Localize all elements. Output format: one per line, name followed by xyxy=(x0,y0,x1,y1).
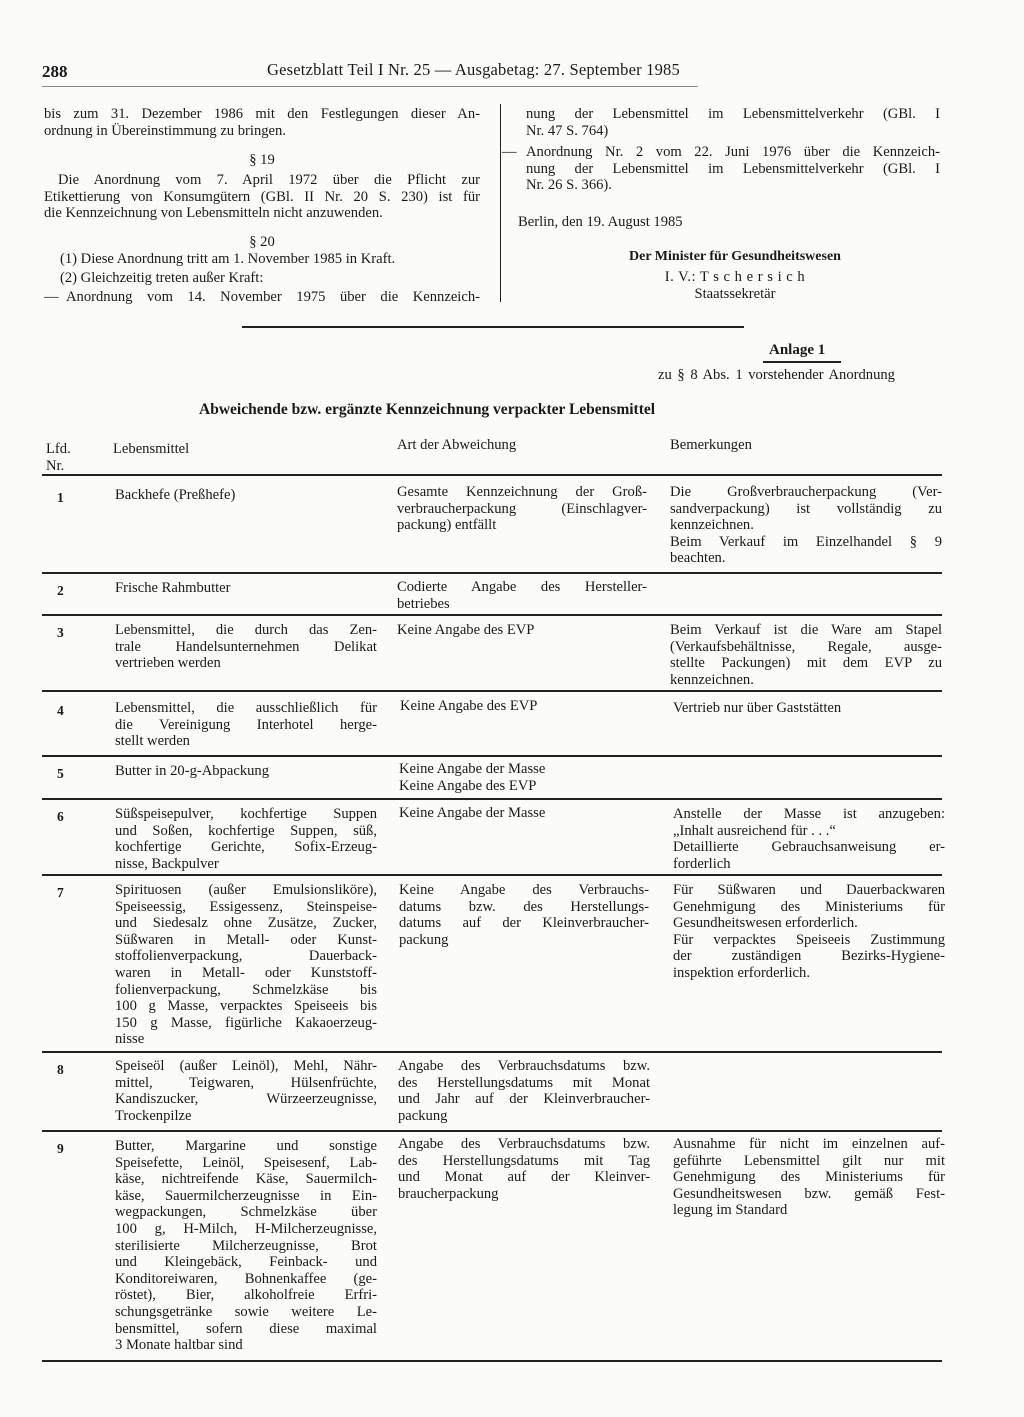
remarks-cell xyxy=(673,882,945,982)
repeal-item-2 xyxy=(502,144,940,196)
deviation-cell xyxy=(397,484,647,534)
food-line: nisse xyxy=(115,1031,145,1048)
food-line: sterilisierte Milcherzeugnisse, Brot xyxy=(115,1237,377,1254)
deviation-line: packung xyxy=(399,931,449,948)
repeal-item-1-line: Anordnung vom 14. November 1975 über die Kennzeich- xyxy=(66,289,480,305)
food-line: Butter in 20-g-Abpackung xyxy=(115,763,270,779)
food-line: und Kleingebäck, Feinback- und xyxy=(115,1254,377,1271)
column-header-nr-line: Nr. xyxy=(46,457,65,474)
food-line: Spirituosen (außer Emulsionsliköre), xyxy=(115,882,377,898)
repeal-item-2-line: Nr. 26 S. 366). xyxy=(526,177,612,194)
annex-title: Anlage 1 xyxy=(769,342,826,358)
deviation-cell xyxy=(399,805,649,822)
food-line: Lebensmittel, die durch das Zen- xyxy=(115,622,377,638)
food-line: stellt werden xyxy=(115,733,190,750)
food-line: wegpackungen, Schmelzkäse über xyxy=(115,1204,377,1221)
column-header-food: Lebensmittel xyxy=(113,441,190,457)
left-column xyxy=(44,106,480,139)
food-line: stoffolienverpackung, Dauerback- xyxy=(115,948,377,965)
deviation-line: Gesamte Kennzeichnung der Groß- xyxy=(397,484,647,500)
remarks-line: inspektion erforderlich. xyxy=(673,964,810,981)
remarks-line: Für verpacktes Speiseeis Zustimmung xyxy=(673,931,945,948)
food-line: mittel, Teigwaren, Hülsenfrüchte, xyxy=(115,1074,377,1091)
remarks-line: Genehmigung des Ministeriums für xyxy=(673,898,945,915)
row-separator xyxy=(42,874,942,876)
remarks-line: sandverpackung) ist vollständig zu xyxy=(670,500,942,517)
repeal-item-1-line: nung der Lebensmittel im Lebensmittelverkehr (GBl. I xyxy=(526,106,940,122)
deviation-line: datums auf der Kleinverbraucher- xyxy=(399,915,649,932)
deputy-signature: I. V.: T s c h e r s i c h xyxy=(664,269,806,285)
row-separator xyxy=(42,1051,942,1053)
remarks-line: Gesundheitswesen erforderlich. xyxy=(673,915,858,932)
deviation-line: packung xyxy=(398,1107,448,1124)
row-separator xyxy=(42,798,942,800)
food-line: Süßwaren in Metall- oder Kunst- xyxy=(115,931,377,948)
deviation-line: Keine Angabe des EVP xyxy=(400,698,538,714)
remarks-line: Beim Verkauf im Einzelhandel § 9 xyxy=(670,533,942,550)
row-number: 2 xyxy=(57,583,64,598)
row-separator xyxy=(42,755,942,757)
deviation-line: Keine Angabe der Masse xyxy=(399,761,546,777)
food-line: waren in Metall- oder Kunststoff- xyxy=(115,964,377,981)
food-line: nisse, Backpulver xyxy=(115,855,219,872)
food-cell xyxy=(115,1138,377,1354)
place-and-date: Berlin, den 19. August 1985 xyxy=(518,214,683,230)
annex-title-underline xyxy=(763,361,841,363)
section-19-text xyxy=(44,172,480,222)
dash-marker: — xyxy=(502,144,517,160)
remarks-cell xyxy=(673,700,945,717)
s19-line: die Kennzeichnung von Lebensmitteln nicht anzuwenden. xyxy=(44,205,383,222)
food-line: 100 g Masse, verpacktes Speiseeis bis xyxy=(115,998,377,1015)
food-line: Konditoreiwaren, Bohnenkaffee (ge- xyxy=(115,1270,377,1287)
food-line: käse, nichtreifende Käse, Sauermilch- xyxy=(115,1171,377,1188)
row-number: 4 xyxy=(57,703,64,718)
row-number: 9 xyxy=(57,1141,64,1156)
s19-line: Die Anordnung vom 7. April 1972 über die Pflicht zur xyxy=(58,172,480,188)
food-line: 150 g Masse, figürliche Kakaoerzeug- xyxy=(115,1014,377,1031)
food-line: vertrieben werden xyxy=(115,655,221,672)
food-line: die Vereinigung Interhotel herge- xyxy=(115,716,377,733)
food-line: Speisefette, Leinöl, Speisesenf, Lab- xyxy=(115,1154,377,1171)
food-line: röstet), Bier, alkoholfreie Erfri- xyxy=(115,1287,377,1304)
deviation-line: und Jahr auf der Kleinverbraucher- xyxy=(398,1091,650,1108)
deviation-line: betriebes xyxy=(397,595,450,612)
remarks-line: der zuständigen Bezirks-Hygiene- xyxy=(673,948,945,965)
deviation-line: verbraucherpackung (Einschlagver- xyxy=(397,500,647,517)
food-cell xyxy=(115,806,377,872)
deviation-line: Codierte Angabe des Hersteller- xyxy=(397,579,647,595)
section-divider xyxy=(242,326,744,328)
deviation-line: Angabe des Verbrauchsdatums bzw. xyxy=(398,1058,650,1074)
remarks-line: (Verkaufsbehältnisse, Regale, ausge- xyxy=(670,638,942,655)
intro-line: ordnung in Übereinstimmung zu bringen. xyxy=(44,122,286,139)
food-line: Kandiszucker, Würzeerzeugnisse, xyxy=(115,1091,377,1108)
remarks-line: Gesundheitswesen bzw. gemäß Fest- xyxy=(673,1185,945,1202)
food-cell xyxy=(115,700,377,750)
remarks-cell xyxy=(673,806,945,872)
food-line: trale Handelsunternehmen Delikat xyxy=(115,638,377,655)
header-rule xyxy=(42,86,698,87)
repeal-item-2-line: Anordnung Nr. 2 vom 22. Juni 1976 über die Kennzeich- xyxy=(526,144,940,160)
row-number: 1 xyxy=(57,490,64,505)
food-cell xyxy=(115,763,377,780)
deviation-line: Angabe des Verbrauchsdatums bzw. xyxy=(398,1136,650,1152)
deviation-cell xyxy=(397,579,647,612)
remarks-cell xyxy=(670,484,942,567)
deviation-cell xyxy=(400,698,650,715)
s19-line: Etikettierung von Konsumgütern (GBl. II Nr. 20 S. 230) ist für xyxy=(44,188,480,205)
table-header-rule xyxy=(42,474,942,476)
row-number: 5 xyxy=(57,766,64,781)
row-number: 7 xyxy=(57,885,64,900)
column-header-nr-line: Lfd. xyxy=(46,441,71,457)
remarks-line: beachten. xyxy=(670,550,726,567)
column-header-deviation: Art der Abweichung xyxy=(397,437,517,453)
food-cell xyxy=(115,1058,377,1124)
food-line: Trockenpilze xyxy=(115,1107,192,1124)
row-number: 3 xyxy=(57,625,64,640)
food-line: 100 g, H-Milch, H-Milcherzeugnisse, xyxy=(115,1220,377,1237)
remarks-line: „Inhalt ausreichend für . . .“ xyxy=(673,822,836,839)
deputy-title: Staatssekretär xyxy=(694,286,776,302)
column-separator xyxy=(500,104,501,302)
remarks-cell xyxy=(670,622,942,688)
deviation-line: des Herstellungsdatums mit Monat xyxy=(398,1074,650,1091)
food-cell xyxy=(115,882,377,1048)
food-line: Butter, Margarine und sonstige xyxy=(115,1138,377,1154)
deviation-line: packung) entfällt xyxy=(397,517,497,534)
deviation-cell xyxy=(399,882,649,948)
row-number: 6 xyxy=(57,809,64,824)
remarks-line: forderlich xyxy=(673,855,731,872)
food-line: und Siedesalz ohne Zusätze, Zucker, xyxy=(115,915,377,932)
row-separator xyxy=(42,690,942,692)
remarks-line: geführte Lebensmittel gilt nur mit xyxy=(673,1152,945,1169)
column-header-remarks: Bemerkungen xyxy=(670,437,752,453)
column-header-nr xyxy=(46,441,71,474)
row-separator xyxy=(42,614,942,616)
deviation-line: Keine Angabe des EVP xyxy=(397,622,535,638)
food-line: bensmittel, sofern diese maximal xyxy=(115,1320,377,1337)
section-19-heading: § 19 xyxy=(249,152,275,168)
remarks-cell xyxy=(673,1136,945,1219)
food-line: Speiseessig, Essigessenz, Steinspeise- xyxy=(115,898,377,915)
intro-line: bis zum 31. Dezember 1986 mit den Festlegungen dieser An- xyxy=(44,106,480,122)
repeal-item-1-line: Nr. 47 S. 764) xyxy=(526,122,609,139)
remarks-line: stellte Packungen) mit dem EVP zu xyxy=(670,655,942,672)
deviation-line: datums bzw. des Herstellungs- xyxy=(399,898,649,915)
annex-reference: zu § 8 Abs. 1 vorstehender Anordnung xyxy=(658,367,895,383)
deviation-cell xyxy=(399,761,649,794)
section-20-heading: § 20 xyxy=(249,234,275,250)
food-line: käse, Sauermilcherzeugnisse in Ein- xyxy=(115,1187,377,1204)
dash-marker: — xyxy=(44,289,59,305)
remarks-line: kennzeichnen. xyxy=(670,671,754,688)
table-title: Abweichende bzw. ergänzte Kennzeichnung verpackter Lebensmittel xyxy=(199,401,656,418)
food-line: Backhefe (Preßhefe) xyxy=(115,487,236,503)
deviation-cell xyxy=(398,1058,650,1124)
deviation-line: und Monat auf der Kleinver- xyxy=(398,1169,650,1186)
remarks-line: Beim Verkauf ist die Ware am Stapel xyxy=(670,622,942,638)
deviation-line: des Herstellungsdatums mit Tag xyxy=(398,1152,650,1169)
food-line: 3 Monate haltbar sind xyxy=(115,1337,243,1354)
row-separator xyxy=(42,1130,942,1132)
s20-paragraph-2: (2) Gleichzeitig treten außer Kraft: xyxy=(60,270,264,286)
remarks-line: Genehmigung des Ministeriums für xyxy=(673,1169,945,1186)
deviation-line: braucherpackung xyxy=(398,1185,499,1202)
food-line: schungsgetränke sowie weitere Le- xyxy=(115,1303,377,1320)
remarks-line: Ausnahme für nicht im einzelnen auf- xyxy=(673,1136,945,1152)
food-line: Süßspeisepulver, kochfertige Suppen xyxy=(115,806,377,822)
food-cell xyxy=(115,622,377,672)
table-bottom-rule xyxy=(42,1360,942,1362)
remarks-line: legung im Standard xyxy=(673,1202,788,1219)
food-cell xyxy=(115,580,377,597)
gazette-header-title: Gesetzblatt Teil I Nr. 25 — Ausgabetag: 27. September 1985 xyxy=(267,60,680,79)
row-number: 8 xyxy=(57,1062,64,1077)
row-separator xyxy=(42,572,942,574)
food-line: Lebensmittel, die ausschließlich für xyxy=(115,700,377,716)
remarks-line: Die Großverbraucherpackung (Ver- xyxy=(670,484,942,500)
remarks-line: Anstelle der Masse ist anzugeben: xyxy=(673,806,945,822)
repeal-item-1 xyxy=(44,289,480,307)
food-line: Frische Rahmbutter xyxy=(115,580,231,596)
remarks-line: Für Süßwaren und Dauerbackwaren xyxy=(673,882,945,898)
deviation-line: Keine Angabe der Masse xyxy=(399,805,546,821)
deviation-line: Keine Angabe des Verbrauchs- xyxy=(399,882,649,898)
food-line: und Soßen, kochfertige Suppen, süß, xyxy=(115,822,377,839)
repeal-item-1-continued xyxy=(526,106,940,139)
food-line: folienverpackung, Schmelzkäse bis xyxy=(115,981,377,998)
remarks-line: Vertrieb nur über Gaststätten xyxy=(673,700,842,716)
deviation-cell xyxy=(397,622,647,639)
food-cell xyxy=(115,487,377,504)
food-line: kochfertige Gerichte, Sofix-Erzeug- xyxy=(115,839,377,856)
remarks-line: Detaillierte Gebrauchsanweisung er- xyxy=(673,839,945,856)
s20-paragraph-1: (1) Diese Anordnung tritt am 1. November 1985 in Kraft. xyxy=(60,251,396,267)
minister-signature: Der Minister für Gesundheitswesen xyxy=(629,249,841,264)
deviation-cell xyxy=(398,1136,650,1202)
page-number: 288 xyxy=(42,62,68,81)
deviation-line: Keine Angabe des EVP xyxy=(399,777,537,794)
remarks-line: kennzeichnen. xyxy=(670,517,754,534)
food-line: Speiseöl (außer Leinöl), Mehl, Nähr- xyxy=(115,1058,377,1074)
repeal-item-2-line: nung der Lebensmittel im Lebensmittelverkehr (GBl. I xyxy=(526,160,940,177)
